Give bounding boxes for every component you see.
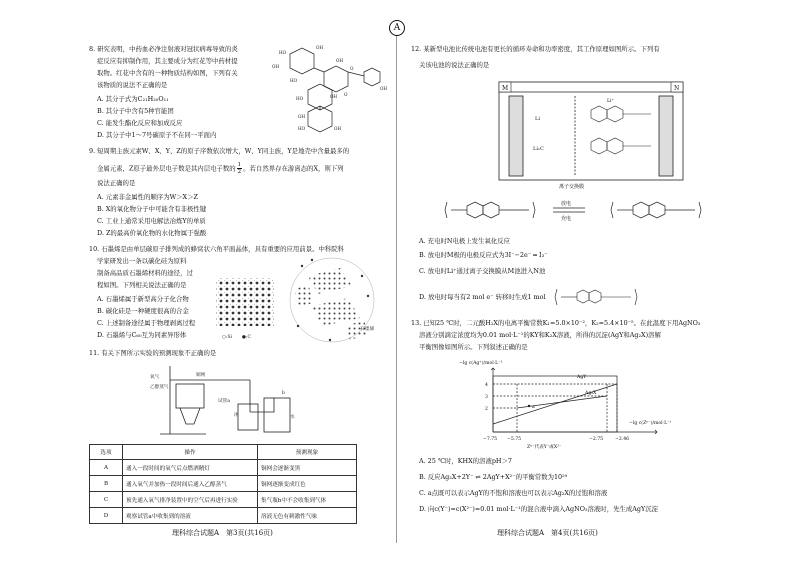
q9-option-b: B. X的氧化物分子中可能含有非极性键 bbox=[97, 205, 207, 213]
q11-label-b: b bbox=[282, 391, 285, 396]
q11-row-b-phenomenon: 铜网逐渐变成红色 bbox=[258, 476, 357, 492]
q9-option-d: D. Z的最高价氧化物的水化物属于强酸 bbox=[97, 229, 207, 237]
q12-label-n: N bbox=[674, 85, 680, 92]
q8-label-12: OH bbox=[334, 126, 342, 131]
q8-option-b: B. 其分子中含有5种官能团 bbox=[97, 107, 174, 115]
q8-molecule-structure bbox=[268, 42, 390, 134]
q11-row-a-phenomenon: 铜网会逐渐变黑 bbox=[258, 460, 357, 476]
q10-legend-si: ○:Si bbox=[222, 335, 232, 340]
q13-chart-ytick-3: 3 bbox=[485, 395, 488, 400]
q12-label-lix: LiₓC bbox=[533, 146, 544, 152]
q12-option-c: C. 放电时Li⁺通过离子交换膜从M池进入N池 bbox=[419, 267, 546, 275]
q12-battery-diagram bbox=[495, 78, 687, 190]
q8-stem-line-2: 症反应有抑制作用，其主要成分为红花等中药材提 bbox=[97, 57, 238, 65]
q12-label-li-ion: Li⁺ bbox=[607, 99, 614, 104]
q13-option-c: C. a点既可以表示AgY的不饱和溶液也可以表示Ag₂X的过饱和溶液 bbox=[419, 489, 608, 497]
q11-label-tube-a: 试管a bbox=[218, 399, 230, 404]
q8-label-11: HO bbox=[298, 126, 306, 131]
q8-label-10: OH bbox=[298, 114, 306, 119]
q13-chart-ylabel: −lg c(Ag⁺)/mol·L⁻¹ bbox=[459, 361, 503, 366]
q12-stem-line-1: 12. 某新型电池比传统电池有更长的循环寿命和功率密度，其工作原理如图所示。下列有 bbox=[411, 45, 660, 53]
q13-chart-agy: AgY bbox=[577, 375, 587, 380]
q13-option-b: B. 反应Ag₂X+2Y⁻ ⇌ 2AgY+X²⁻的平衡常数为10²⁹ bbox=[419, 473, 568, 481]
q11-label-copper: 铜网 bbox=[196, 373, 206, 378]
q11-row-a-operation: 通入一段时间的氧气后点燃酒精灯 bbox=[123, 460, 258, 476]
q13-option-a: A. 25 ℃时，KHX的溶液pH＞7 bbox=[419, 457, 512, 465]
q12-reaction-equation bbox=[437, 196, 727, 230]
q8-option-d: D. 其分子中1～7号碳原子不在同一平面内 bbox=[97, 131, 217, 139]
q8-stem-line-4: 该物质的说法不正确的是 bbox=[97, 81, 168, 89]
q9-fraction-den: 2 bbox=[237, 169, 242, 175]
q9-fraction bbox=[237, 162, 243, 175]
table-row bbox=[90, 508, 357, 524]
q13-chart-xtick-1: −7.75 bbox=[483, 437, 498, 442]
q13-option-d: D. 向c(Y⁻)=c(X²⁻)=0.01 mol·L⁻¹的混合液中滴入AgNO₃溶液时，先生成AgY沉淀 bbox=[419, 505, 658, 513]
q10-graphene-figure bbox=[212, 256, 390, 346]
q11-row-c-operation: 预先通入氧气排净装置中的空气后再进行实验 bbox=[123, 492, 258, 508]
q11-label-oxygen: 氧气 bbox=[150, 375, 160, 380]
q9-stem-line-2 bbox=[97, 162, 344, 175]
q11-row-a-option: A bbox=[90, 460, 123, 476]
table-row bbox=[90, 492, 357, 508]
q11-table bbox=[89, 444, 357, 524]
q11-header-option: 选项 bbox=[90, 445, 123, 460]
q12-label-li: Li bbox=[535, 116, 540, 122]
q11-row-d-phenomenon: 溶液无色有刺激性气味 bbox=[258, 508, 357, 524]
q10-graphene-label: 石墨烯 bbox=[360, 327, 375, 332]
q8-option-a: A. 其分子式为C₂₁H₂₀O₁₁ bbox=[97, 95, 169, 103]
q9-option-c: C. 工业上通常采用电解法冶炼Y的单质 bbox=[97, 217, 206, 225]
q8-label-4: HO bbox=[296, 96, 304, 101]
q12-label-charge: 充电 bbox=[561, 216, 572, 222]
q11-row-c-option: C bbox=[90, 492, 123, 508]
q11-header-phenomenon: 预测现象 bbox=[258, 445, 357, 460]
q8-label-5: OH bbox=[330, 94, 338, 99]
q10-stem-line-2: 学家研发出一条以碳化硅为原料 bbox=[97, 257, 187, 265]
q13-stem-line-2: 溶液分别滴定浓度均为0.01 mol·L⁻¹的KY和K₂X溶液，所得的沉淀(AgY和Ag₂X)溶解 bbox=[419, 331, 661, 339]
q8-label-1: OH bbox=[272, 64, 280, 69]
q10-option-d: D. 石墨烯与C₆₀互为同素异形体 bbox=[97, 331, 187, 339]
q11-label-ice: 冰 bbox=[234, 413, 239, 418]
q8-label-9: OH bbox=[380, 86, 388, 91]
q13-chart-xlabel: −lg c(Zⁿ⁻)/mol·L⁻¹ bbox=[629, 421, 672, 426]
q11-row-c-phenomenon: 集气瓶b中不会收集到气体 bbox=[258, 492, 357, 508]
q12-option-d-structure bbox=[547, 286, 657, 308]
q11-header-operation: 操作 bbox=[123, 445, 258, 460]
q11-label-ethanol: 乙醇蒸气 bbox=[150, 385, 169, 390]
q8-label-6: OH bbox=[336, 58, 344, 63]
q12-label-m: M bbox=[502, 85, 509, 92]
q8-label-2: HO bbox=[290, 78, 298, 83]
q12-label-membrane: 离子交换膜 bbox=[559, 184, 585, 190]
q11-row-d-operation: 观察试管a中收集到的溶液 bbox=[123, 508, 258, 524]
q11-table-header bbox=[90, 445, 357, 460]
q11-row-b-operation: 通入氧气并加热一段时间后通入乙醇蒸气 bbox=[123, 476, 258, 492]
q13-chart-ag2x: Ag₂X bbox=[585, 391, 597, 396]
q11-stem: 11. 有关下图所示实验的预测现象不正确的是 bbox=[89, 349, 217, 357]
q13-chart-zdef: Zⁿ⁻代表Y⁻或X²⁻ bbox=[527, 445, 562, 450]
q11-apparatus-figure bbox=[150, 358, 300, 440]
q9-stem-part-a: 金属元素，Z原子最外层电子数是其内层电子数的 bbox=[97, 164, 236, 173]
q13-chart-xtick-3: −2.75 bbox=[589, 437, 604, 442]
q13-chart-xtick-2: −5.75 bbox=[507, 437, 522, 442]
q13-chart-ytick-2: 2 bbox=[485, 407, 488, 412]
q13-stem-line-1: 13. 已知25 ℃时，二元酸H₂X的电离平衡常数K₁=5.0×10⁻²，K₂=5.4×10⁻⁵。在此温度下用AgNO₃ bbox=[411, 319, 701, 327]
table-row bbox=[90, 476, 357, 492]
q12-stem-line-2: 关该电池的说法正确的是 bbox=[419, 61, 490, 69]
q8-label-0: HO bbox=[279, 50, 287, 55]
q9-option-a: A. 元素非金属性的顺序为W＞X＞Z bbox=[97, 193, 198, 201]
q11-row-d-option: D bbox=[90, 508, 123, 524]
right-page bbox=[397, 0, 794, 562]
q8-option-c: C. 能发生酯化反应和加成反应 bbox=[97, 119, 183, 127]
q13-chart-point-a: a bbox=[532, 405, 535, 410]
q8-stem-line-1: 8. 研究表明，中药血必净注射液对冠状病毒导致的炎 bbox=[89, 45, 238, 53]
q13-chart-ytick-4: 4 bbox=[485, 383, 488, 388]
q11-label-water: 水 bbox=[290, 415, 295, 420]
q8-label-8: O bbox=[344, 92, 348, 97]
q12-option-a: A. 充电时N电极上发生氧化反应 bbox=[419, 237, 510, 245]
q12-option-b: B. 放电时M极的电极反应式为3I⁻−2e⁻ ═ I₃⁻ bbox=[419, 251, 548, 259]
q13-stem-line-3: 平衡图像如图所示。下列叙述正确的是 bbox=[419, 343, 528, 351]
q10-legend-c: ●:C bbox=[242, 335, 251, 340]
q10-option-c: C. 上述制备途径属于物理剥离过程 bbox=[97, 319, 196, 327]
q8-label-3: OH bbox=[316, 45, 324, 50]
q13-chart-xtick-4: −2.46 bbox=[615, 437, 630, 442]
q9-stem-part-b: 。若自然界存在游离态的X，则下列 bbox=[243, 164, 344, 173]
table-row bbox=[90, 460, 357, 476]
q12-label-discharge: 放电 bbox=[561, 201, 572, 207]
q12-option-d: D. 放电时每当有2 mol e⁻ 转移时生成1 mol bbox=[419, 293, 546, 301]
q10-stem-line-1: 10. 石墨烯是由单层碳原子排列成的蜂窝状六角平面晶体，具有重要的应用前景。中科院科 bbox=[89, 245, 345, 253]
left-page-footer: 理科综合试题A 第3页(共16页) bbox=[172, 529, 273, 537]
q11-row-b-option: B bbox=[90, 476, 123, 492]
q10-stem-line-4: 程如图。下列相关说法正确的是 bbox=[97, 281, 187, 289]
paper-version-badge: A bbox=[389, 20, 405, 36]
q9-stem-line-3: 说法正确的是 bbox=[97, 179, 136, 187]
q8-label-7: O bbox=[350, 66, 354, 71]
q8-stem-line-3: 取物。红花中含有的一种物质结构如图，下列有关 bbox=[97, 69, 238, 77]
q10-option-b: B. 碳化硅是一种硬度很高的合金 bbox=[97, 307, 189, 315]
q9-stem-line-1: 9. 短周期主族元素W、X、Y、Z的原子序数依次增大，W、Y同主族，Y是地壳中含量最多的 bbox=[89, 147, 350, 155]
q9-fraction-num: 1 bbox=[237, 162, 242, 168]
right-page-footer: 理科综合试题A 第4页(共16页) bbox=[497, 529, 598, 537]
q10-stem-line-3: 制备高品质石墨烯材料的途径，过 bbox=[97, 269, 193, 277]
q13-solubility-chart bbox=[457, 354, 672, 450]
q10-option-a: A. 石墨烯属于新型高分子化合物 bbox=[97, 295, 189, 303]
